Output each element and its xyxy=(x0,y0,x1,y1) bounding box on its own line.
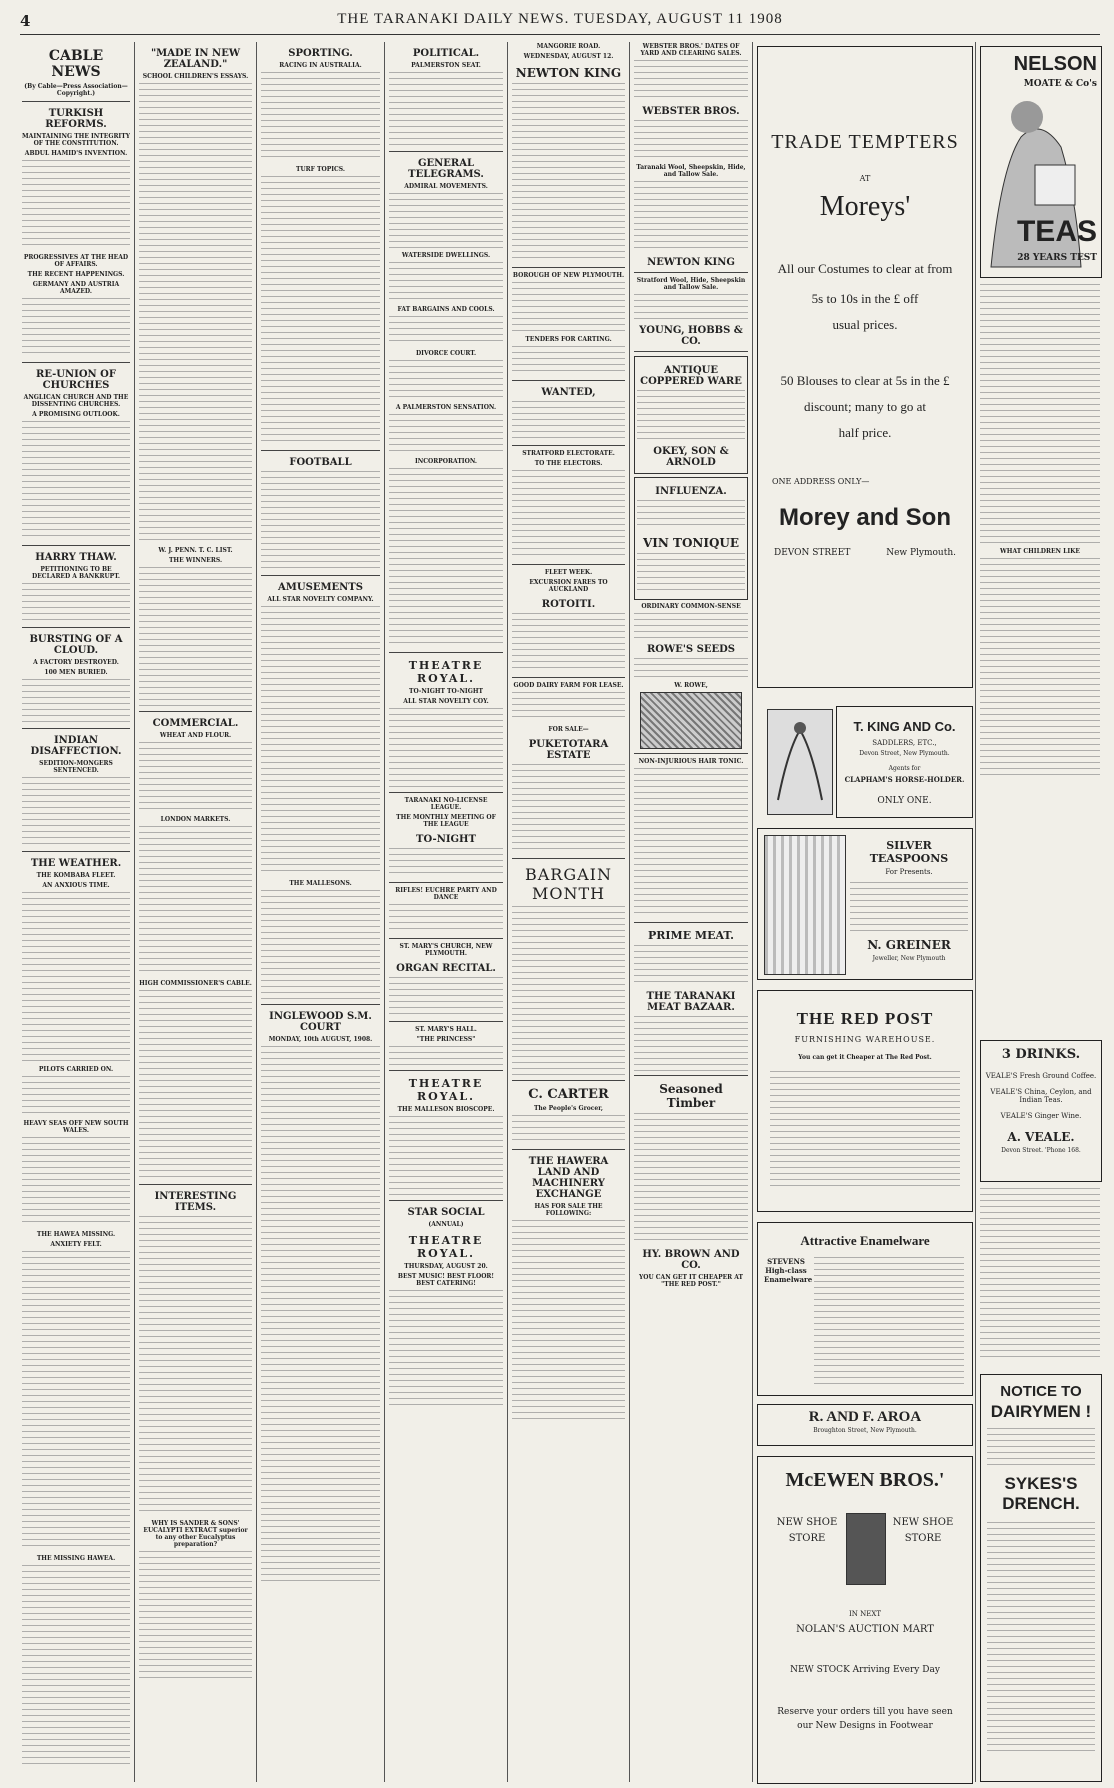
subheading: PILOTS CARRIED ON. xyxy=(38,1066,114,1073)
ad-text: 5s to 10s in the £ off xyxy=(811,291,919,306)
ad-text: MOATE & Co's xyxy=(1023,79,1097,89)
article-text xyxy=(22,1076,130,1116)
ad-heading: PUKETOTARA ESTATE xyxy=(528,739,609,761)
ad-text: 28 YEARS TEST xyxy=(1017,253,1097,263)
ad-text xyxy=(634,1113,748,1243)
ad-text: NEW SHOE STORE xyxy=(776,1517,838,1544)
ad-text: Devon Street. 'Phone 168. xyxy=(1001,1147,1081,1154)
masthead xyxy=(20,8,1100,35)
article-text xyxy=(22,1565,130,1765)
subheading: DIVORCE COURT. xyxy=(415,350,477,357)
ad-brand: NELSON xyxy=(1013,53,1097,75)
ad-text: half price. xyxy=(838,425,892,440)
ad-text xyxy=(634,294,748,319)
article-heading: BURSTING OF A CLOUD. xyxy=(29,634,123,656)
ad-t-king xyxy=(836,706,973,818)
ad-text: VEALE'S Fresh Ground Coffee. xyxy=(985,1072,1097,1080)
ad-heading: THE HAWERA LAND AND MACHINERY EXCHANGE xyxy=(528,1156,609,1200)
ad-brand: Morey and Son xyxy=(778,504,952,531)
subheading: ANGLICAN CHURCH AND THE DISSENTING CHURCHES. xyxy=(23,394,129,408)
ad-headline: 3 DRINKS. xyxy=(1001,1047,1081,1062)
ad-text xyxy=(980,1188,1100,1358)
article-text xyxy=(22,421,130,541)
subheading: MONDAY, 10th AUGUST, 1908. xyxy=(268,1036,373,1043)
ad-text: usual prices. xyxy=(832,317,898,332)
ad-text: ONLY ONE. xyxy=(877,796,932,806)
ad-heading: THE TARANAKI MEAT BAZAAR. xyxy=(646,991,736,1013)
column-cable-news xyxy=(22,42,130,1782)
subheading: ABDUL HAMID'S INVENTION. xyxy=(24,150,128,157)
article-heading: GENERAL TELEGRAMS. xyxy=(408,158,484,180)
ad-heading: VIN TONIQUE xyxy=(642,536,740,550)
ad-text: Broughton Street, New Plymouth. xyxy=(813,1427,917,1434)
article-text xyxy=(139,1551,252,1681)
subheading: MAINTAINING THE INTEGRITY OF THE CONSTITUTION. xyxy=(22,133,130,147)
ad-text xyxy=(634,181,748,251)
article-text xyxy=(22,679,130,724)
ad-subheading: TO THE ELECTORS. xyxy=(534,460,603,467)
ad-subheading: ALL STAR NOVELTY COY. xyxy=(403,698,489,705)
subheading: RACING IN AUSTRALIA. xyxy=(279,62,362,69)
ad-text xyxy=(512,1115,625,1145)
subheading: (By Cable—Press Association—Copyright.) xyxy=(24,83,128,97)
subheading: GERMANY AND AUSTRIA AMAZED. xyxy=(32,281,120,295)
ad-text xyxy=(512,692,625,722)
column-political xyxy=(389,42,503,1782)
ad-subheading: ORDINARY COMMON-SENSE xyxy=(641,603,741,610)
ad-text: Jeweller, New Plymouth xyxy=(872,955,946,962)
ad-subheading: WEDNESDAY, AUGUST 12. xyxy=(523,53,614,60)
ad-subheading: FOR SALE— xyxy=(548,726,589,733)
ad-text: NEW SHOE STORE xyxy=(892,1517,954,1544)
ad-headline: TRADE TEMPTERS xyxy=(771,131,959,153)
ad-subheading: THE MONTHLY MEETING OF THE LEAGUE xyxy=(396,814,496,828)
subheading: ADMIRAL MOVEMENTS. xyxy=(404,183,488,190)
ad-brand: McEWEN BROS.' xyxy=(785,1469,945,1491)
subheading: SCHOOL CHILDREN'S ESSAYS. xyxy=(142,73,249,80)
article-text xyxy=(139,742,252,812)
ad-text: For Presents. xyxy=(885,868,933,876)
article-text xyxy=(22,892,130,1062)
ad-text: NEW STOCK Arriving Every Day xyxy=(790,1665,940,1675)
boot-illustration xyxy=(846,1513,886,1585)
ad-text xyxy=(814,1257,964,1387)
subheading: WATERSIDE DWELLINGS. xyxy=(401,252,491,259)
ad-headline: THE RED POST xyxy=(796,1009,934,1028)
ad-text xyxy=(634,658,748,678)
ad-subheading: "THE PRINCESS" xyxy=(416,1036,476,1043)
ad-heading: THEATRE ROYAL. xyxy=(408,1234,484,1260)
column-made-in-nz xyxy=(139,42,252,1782)
ad-text xyxy=(389,708,503,788)
article-text xyxy=(22,298,130,358)
ad-subheading: BEST MUSIC! BEST FLOOR! BEST CATERING! xyxy=(397,1273,495,1287)
subheading: THE WINNERS. xyxy=(168,557,223,564)
ad-subheading: STRATFORD ELECTORATE. xyxy=(522,450,615,457)
article-text xyxy=(261,471,380,571)
article-text xyxy=(389,72,503,147)
column-rule xyxy=(975,42,976,1782)
ad-silver-teaspoons xyxy=(757,828,973,980)
ad-subheading: WEBSTER BROS.' DATES OF YARD AND CLEARING SALES. xyxy=(640,43,742,57)
article-text xyxy=(389,360,503,400)
column-classifieds xyxy=(980,282,1100,782)
ad-headline: DAIRYMEN ! xyxy=(990,1402,1092,1421)
ad-veale-drinks xyxy=(980,1040,1102,1182)
subheading: ALL STAR NOVELTY COMPANY. xyxy=(267,596,374,603)
subheading: 100 MEN BURIED. xyxy=(44,669,108,676)
ad-headline: NOTICE TO xyxy=(1000,1383,1082,1400)
ad-subheading: W. ROWE, xyxy=(674,682,708,689)
subheading: A PROMISING OUTLOOK. xyxy=(32,411,120,418)
article-text xyxy=(389,414,503,454)
ad-heading: WANTED, xyxy=(541,387,596,398)
ad-red-post xyxy=(757,990,973,1212)
article-text xyxy=(261,606,380,876)
article-text xyxy=(389,193,503,248)
ad-heading: HY. BROWN AND CO. xyxy=(642,1249,740,1271)
column-rule xyxy=(507,42,508,1782)
ad-text: All our Costumes to clear at from xyxy=(777,261,953,276)
ad-subheading: THURSDAY, AUGUST 20. xyxy=(404,1263,488,1270)
ad-text xyxy=(389,848,503,878)
ad-subheading: HAS FOR SALE THE FOLLOWING: xyxy=(534,1203,603,1217)
article-text xyxy=(22,583,130,623)
ad-subheading: TARANAKI NO-LICENSE LEAGUE. xyxy=(404,797,488,811)
article-heading: INGLEWOOD S.M. COURT xyxy=(269,1011,372,1033)
column-rule xyxy=(256,42,257,1782)
column-auctions xyxy=(512,42,625,1782)
subheading: THE HAWEA MISSING. xyxy=(36,1231,116,1238)
ad-text xyxy=(512,470,625,560)
subheading: FAT BARGAINS AND COOLS. xyxy=(397,306,495,313)
article-text xyxy=(139,990,252,1180)
subheading: WHEAT AND FLOUR. xyxy=(159,732,232,739)
ad-brand: SYKES'S xyxy=(1004,1474,1078,1493)
subheading: THE MALLESONS. xyxy=(289,880,352,887)
ad-subheading: GOOD DAIRY FARM FOR LEASE. xyxy=(513,682,624,689)
ad-text: SADDLERS, ETC., xyxy=(872,739,937,747)
ad-brand: DRENCH. xyxy=(1002,1494,1080,1513)
ad-mcewen xyxy=(757,1456,973,1784)
ad-subheading: TO-NIGHT TO-NIGHT xyxy=(409,688,483,695)
section-heading: CABLE NEWS xyxy=(48,48,104,80)
article-heading: RE-UNION OF CHURCHES xyxy=(36,369,116,391)
ad-text xyxy=(770,1071,960,1191)
ad-text: Agents for xyxy=(888,765,921,772)
ad-subheading: EXCURSION FARES TO AUCKLAND xyxy=(529,579,608,593)
ad-brand: R. AND F. AROA xyxy=(808,1409,922,1425)
ad-heading: BARGAIN MONTH xyxy=(524,865,612,903)
ad-brand: Moreys' xyxy=(819,191,911,222)
ad-heading: WEBSTER BROS. xyxy=(642,106,740,117)
ad-subheading: ST. MARY'S HALL. xyxy=(415,1026,477,1033)
ad-brand: A. VEALE. xyxy=(1007,1130,1075,1144)
subheading: THE KOMBABA FLEET. xyxy=(36,872,116,879)
subheading: INCORPORATION. xyxy=(414,458,478,465)
ad-text xyxy=(389,1116,503,1196)
ad-headline: SILVER TEASPOONS xyxy=(869,839,949,865)
ad-heading: NEWTON KING xyxy=(515,66,622,80)
ad-subheading: (ANNUAL) xyxy=(428,1221,464,1228)
ad-text xyxy=(634,945,748,985)
ad-subheading: TENDERS FOR CARTING. xyxy=(525,336,612,343)
article-heading: SPORTING. xyxy=(288,48,353,59)
ad-subheading: Stratford Wool, Hide, Sheepskin and Tallow Sale. xyxy=(636,277,746,291)
subheading: HIGH COMMISSIONER'S CABLE. xyxy=(139,980,252,987)
article-text xyxy=(139,567,252,707)
ad-text xyxy=(512,1220,625,1420)
subheading: SEDITION-MONGERS SENTENCED. xyxy=(39,760,113,774)
article-heading: AMUSEMENTS xyxy=(278,582,363,593)
article-heading: TURKISH REFORMS. xyxy=(45,108,107,130)
ad-box-antique xyxy=(634,356,748,474)
ad-text: VEALE'S Ginger Wine. xyxy=(1000,1112,1082,1120)
ad-text xyxy=(980,558,1100,778)
article-text xyxy=(389,468,503,648)
ad-text xyxy=(512,906,625,1076)
ad-subheading: ST. MARY'S CHURCH, NEW PLYMOUTH. xyxy=(399,943,493,957)
ad-heading: ROWE'S SEEDS xyxy=(647,644,735,655)
page-number: 4 xyxy=(20,12,31,30)
ad-text xyxy=(634,613,748,638)
ad-brand: T. KING AND Co. xyxy=(853,719,956,734)
ad-brand: N. GREINER xyxy=(867,938,951,952)
ad-subheading: THE MALLESON BIOSCOPE. xyxy=(397,1106,495,1113)
ad-text xyxy=(637,500,745,530)
seeds-illustration xyxy=(640,692,742,749)
article-heading: "MADE IN NEW ZEALAND." xyxy=(150,48,241,70)
subheading: A PALMERSTON SENSATION. xyxy=(395,404,497,411)
ad-text: Reserve your orders till you have seen our New Designs in Footwear xyxy=(777,1707,953,1731)
article-text xyxy=(139,826,252,976)
article-text xyxy=(22,1251,130,1551)
ad-headline: Attractive Enamelware xyxy=(800,1233,930,1248)
ad-subheading: NON-INJURIOUS HAIR TONIC. xyxy=(638,758,744,765)
ad-heading: THEATRE ROYAL. xyxy=(408,1077,484,1103)
ad-text xyxy=(512,401,625,441)
ad-text: New Plymouth. xyxy=(886,548,956,558)
ad-subheading: BOROUGH OF NEW PLYMOUTH. xyxy=(512,272,625,279)
column-sporting xyxy=(261,42,380,1782)
ad-text xyxy=(512,282,625,332)
subheading: LONDON MARKETS. xyxy=(160,816,231,823)
article-text xyxy=(261,176,380,446)
ad-text: STEVENS High-class Enamelware xyxy=(764,1257,813,1284)
article-heading: INTERESTING ITEMS. xyxy=(154,1191,237,1213)
article-heading: INDIAN DISAFFECTION. xyxy=(30,735,122,757)
ad-text xyxy=(634,120,748,160)
ad-moreys xyxy=(757,46,973,688)
ad-text: NOLAN'S AUCTION MART xyxy=(796,1624,934,1635)
ad-heading: THEATRE ROYAL. xyxy=(408,659,484,685)
ad-text: discount; many to go at xyxy=(803,399,927,414)
subheading: ANXIETY FELT. xyxy=(50,1241,102,1248)
ad-text: AT xyxy=(859,174,871,183)
ad-text xyxy=(637,553,745,593)
ad-heading: STAR SOCIAL xyxy=(407,1207,485,1218)
subheading: TURF TOPICS. xyxy=(295,166,346,173)
column-bakery xyxy=(980,1186,1100,1366)
subheading: A FACTORY DESTROYED. xyxy=(33,659,119,666)
article-heading: FOOTBALL xyxy=(289,457,352,468)
column-rule xyxy=(134,42,135,1782)
ad-enamelware xyxy=(757,1222,973,1396)
teaspoons-illustration xyxy=(764,835,846,975)
ad-text xyxy=(512,83,625,263)
ad-text xyxy=(987,1428,1095,1468)
signature: W. J. PENN. T. C. LIST. xyxy=(158,547,233,554)
ad-text: You can get it Cheaper at The Red Post. xyxy=(798,1054,932,1061)
ad-text xyxy=(634,1016,748,1071)
article-text xyxy=(389,316,503,346)
horse-holder-illustration xyxy=(767,709,833,815)
ad-text xyxy=(389,1290,503,1410)
ad-heading: ROTOITI. xyxy=(541,599,596,610)
ad-heading: INFLUENZA. xyxy=(655,486,727,497)
ad-subheading: WHAT CHILDREN LIKE xyxy=(1000,548,1080,555)
ad-brand: TEAS xyxy=(1016,215,1097,248)
article-text xyxy=(22,1137,130,1227)
subheading: AN ANXIOUS TIME. xyxy=(42,882,110,889)
ad-text xyxy=(850,882,968,932)
subheading: THE MISSING HAWEA. xyxy=(36,1555,116,1562)
ad-text xyxy=(634,60,748,100)
article-heading: POLITICAL. xyxy=(412,48,480,59)
ad-nelson-moate xyxy=(980,46,1102,278)
subheading: THE RECENT HAPPENINGS. xyxy=(27,271,125,278)
column-rule xyxy=(752,42,753,1782)
ad-text: FURNISHING WAREHOUSE. xyxy=(794,1035,936,1044)
ad-heading: YOUNG, HOBBS & CO. xyxy=(639,325,743,347)
article-text xyxy=(261,890,380,1000)
ad-aroa xyxy=(757,1404,973,1446)
ad-subheading: RIFLES! EUCHRE PARTY AND DANCE xyxy=(395,887,497,901)
ad-text xyxy=(389,904,503,934)
ad-text xyxy=(389,1046,503,1066)
newspaper-title: THE TARANAKI DAILY NEWS. TUESDAY, AUGUST 11 1908 xyxy=(337,11,783,27)
column-rule xyxy=(384,42,385,1782)
ad-text: CLAPHAM'S HORSE-HOLDER. xyxy=(844,775,965,784)
subheading: HEAVY SEAS OFF NEW SOUTH WALES. xyxy=(23,1120,129,1134)
ad-subheading: The People's Grocer, xyxy=(533,1105,604,1112)
article-heading: HARRY THAW. xyxy=(35,552,117,563)
ad-subheading: Taranaki Wool, Sheepskin, Hide, and Tallow Sale. xyxy=(636,164,746,178)
article-text xyxy=(22,160,130,250)
article-text xyxy=(261,72,380,162)
ad-text xyxy=(987,1522,1095,1752)
ad-text xyxy=(512,346,625,376)
ad-text: ONE ADDRESS ONLY— xyxy=(772,477,870,486)
column-rule xyxy=(629,42,630,1782)
subheading: PROGRESSIVES AT THE HEAD OF AFFAIRS. xyxy=(23,254,129,268)
ad-text: DEVON STREET xyxy=(774,548,851,558)
ad-heading: NEWTON KING xyxy=(647,257,735,268)
subheading: WHY IS SANDER & SONS' EUCALYPTI EXTRACT superior to any other Eucalyptus preparation? xyxy=(143,1520,248,1548)
ad-text: Devon Street, New Plymouth. xyxy=(859,750,950,757)
ad-text: VEALE'S China, Ceylon, and Indian Teas. xyxy=(990,1088,1092,1104)
column-sales xyxy=(634,42,748,1782)
ad-subheading: MANGORIE ROAD. xyxy=(536,43,601,50)
subheading: PETITIONING TO BE DECLARED A BANKRUPT. xyxy=(32,566,120,580)
ad-text xyxy=(980,284,1100,544)
subheading: PALMERSTON SEAT. xyxy=(411,62,481,69)
ad-text: IN NEXT xyxy=(848,1610,881,1618)
article-text xyxy=(261,1046,380,1586)
ad-text xyxy=(512,613,625,673)
article-text xyxy=(22,777,130,847)
article-text xyxy=(139,1216,252,1516)
ad-subheading: FLEET WEEK. xyxy=(544,569,593,576)
ad-heading: C. CARTER xyxy=(528,1087,609,1102)
ad-text xyxy=(637,390,745,440)
ad-text xyxy=(389,977,503,1017)
ad-text xyxy=(512,764,625,854)
ad-heading: OKEY, SON & ARNOLD xyxy=(653,446,729,468)
ad-subheading: YOU CAN GET IT CHEAPER AT "THE RED POST." xyxy=(638,1274,744,1288)
article-heading: THE WEATHER. xyxy=(30,858,122,869)
article-text xyxy=(139,83,252,543)
article-text xyxy=(389,262,503,302)
article-heading: COMMERCIAL. xyxy=(152,718,239,729)
ad-text: 50 Blouses to clear at 5s in the £ xyxy=(780,373,950,388)
ad-heading: TO-NIGHT xyxy=(416,834,476,845)
ad-text xyxy=(634,768,748,918)
ad-sykes-drench xyxy=(980,1374,1102,1782)
ad-heading: Seasoned Timber xyxy=(659,1082,723,1110)
ad-box-influenza xyxy=(634,477,748,600)
ad-heading: ANTIQUE COPPERED WARE xyxy=(640,365,742,387)
ad-heading: ORGAN RECITAL. xyxy=(396,963,496,974)
ad-heading: PRIME MEAT. xyxy=(647,929,735,942)
